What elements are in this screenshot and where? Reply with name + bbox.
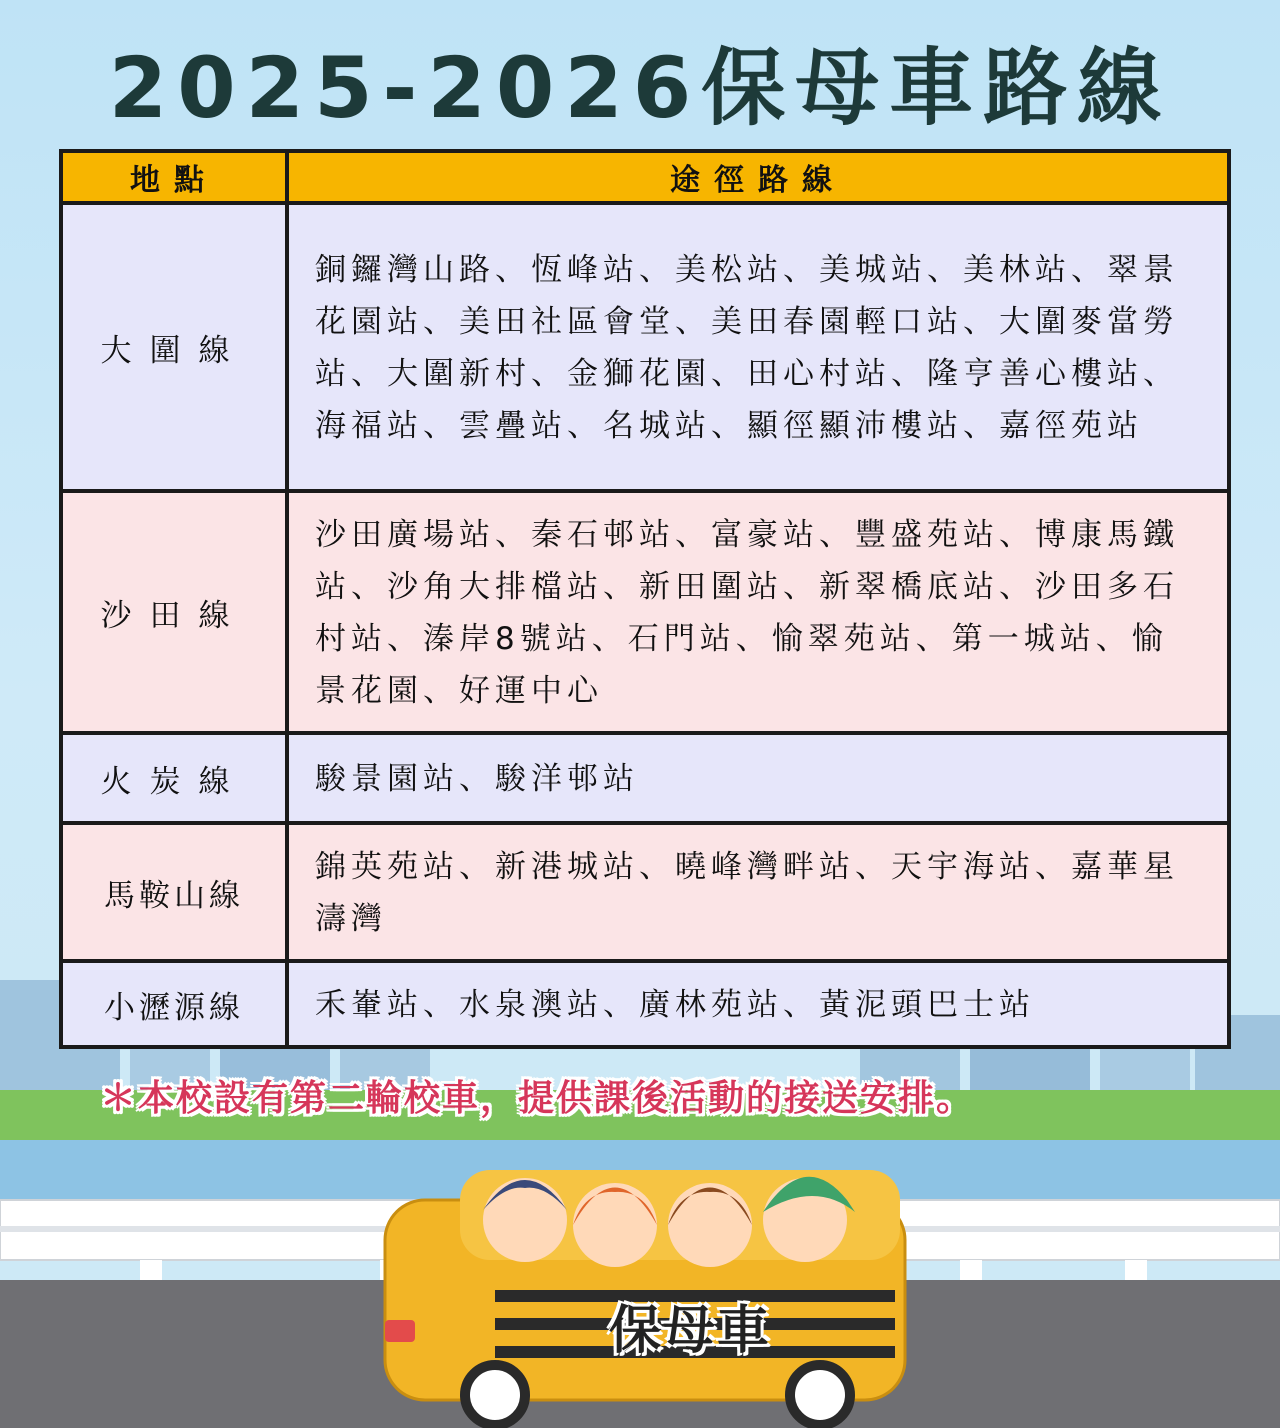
route-location: 大圍線 <box>61 203 287 491</box>
route-location: 小瀝源線 <box>61 961 287 1047</box>
bus-label: 保母車 <box>608 1301 771 1361</box>
routes-table <box>59 149 1231 1049</box>
table-header-row <box>61 151 1229 203</box>
table-row <box>61 491 1229 733</box>
route-stops: 錦英苑站、新港城站、曉峰灣畔站、天宇海站、嘉華星濤灣 <box>287 823 1229 961</box>
header-route: 途徑路線 <box>287 151 1229 203</box>
route-stops: 禾輋站、水泉澳站、廣林苑站、黃泥頭巴士站 <box>287 961 1229 1047</box>
table-row <box>61 733 1229 823</box>
table-row <box>61 961 1229 1047</box>
route-stops: 沙田廣場站、秦石邨站、富豪站、豐盛苑站、博康馬鐵站、沙角大排檔站、新田圍站、新翠橋底站、沙田多石村站、溱岸8號站、石門站、愉翠苑站、第一城站、愉景花園、好運中心 <box>287 491 1229 733</box>
school-bus-illustration <box>375 1140 915 1428</box>
notice-text: ＊本校設有第二輪校車，提供課後活動的接送安排。 <box>100 1078 975 1119</box>
table-row <box>61 203 1229 491</box>
page-title: 2025-2026保母車路線 <box>108 39 1172 137</box>
route-stops: 銅鑼灣山路、恆峰站、美松站、美城站、美林站、翠景花園站、美田社區會堂、美田春園輕口站、大圍麥當勞站、大圍新村、金獅花園、田心村站、隆亨善心樓站、海福站、雲疊站、名城站、顯徑顯沛樓站、嘉徑苑站 <box>287 203 1229 491</box>
route-stops: 駿景園站、駿洋邨站 <box>287 733 1229 823</box>
header-location: 地點 <box>61 151 287 203</box>
route-location: 火炭線 <box>61 733 287 823</box>
route-location: 馬鞍山線 <box>61 823 287 961</box>
table-row <box>61 823 1229 961</box>
route-location: 沙田線 <box>61 491 287 733</box>
